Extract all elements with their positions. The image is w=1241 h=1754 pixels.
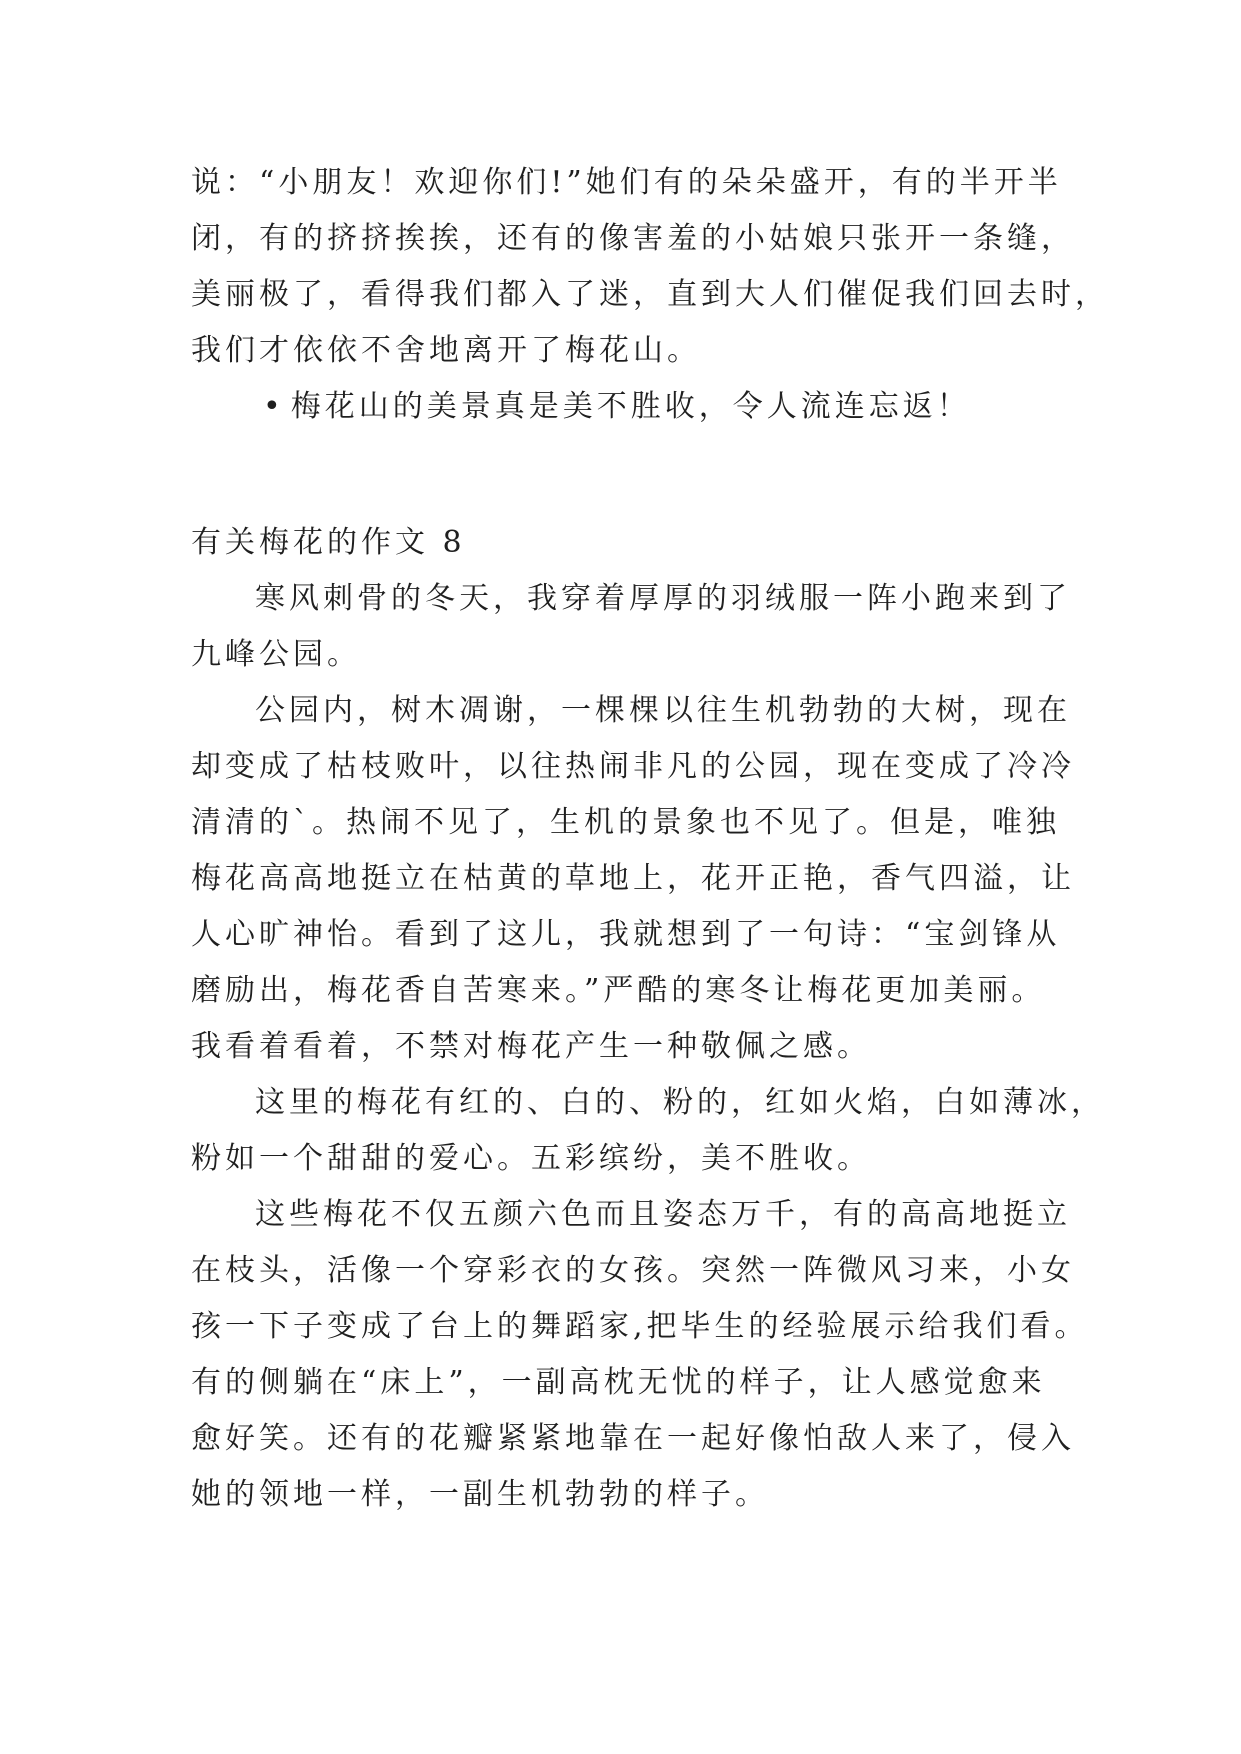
bullet-item: [191, 379, 1061, 435]
text-line: 我看着看着，不禁对梅花产生一种敬佩之感。: [191, 1029, 871, 1064]
text-line: 却变成了枯枝败叶，以往热闹非凡的公园，现在变成了冷冷: [191, 749, 1075, 784]
paragraph-3: [191, 1075, 1105, 1187]
text-line: 说：“小朋友！欢迎你们!”她们有的朵朵盛开，有的半开半: [191, 165, 1062, 200]
paragraph-1: [191, 571, 1071, 683]
text-line: 清清的`。热闹不见了，生机的景象也不见了。但是，唯独: [191, 805, 1060, 840]
section-heading: 有关梅花的作文 8: [191, 525, 466, 560]
text-line: 这些梅花不仅五颜六色而且姿态万千，有的高高地挺立: [255, 1197, 1071, 1232]
text-line: 她的领地一样，一副生机勃勃的样子。: [191, 1477, 769, 1512]
paragraph-2: [191, 683, 1075, 1075]
intro-paragraph: [191, 155, 1109, 379]
text-line: 有的侧躺在“床上”，一副高枕无忧的样子，让人感觉愈来: [191, 1365, 1046, 1400]
text-line: 寒风刺骨的冬天，我穿着厚厚的羽绒服一阵小跑来到了: [255, 581, 1071, 616]
text-line: 愈好笑。还有的花瓣紧紧地靠在一起好像怕敌人来了，侵入: [191, 1421, 1075, 1456]
text-line: 美丽极了，看得我们都入了迷，直到大人们催促我们回去时，: [191, 277, 1109, 312]
text-line: 九峰公园。: [191, 637, 361, 672]
text-line: 磨励出，梅花香自苦寒来。”严酷的寒冬让梅花更加美丽。: [191, 973, 1046, 1008]
text-line: 孩一下子变成了台上的舞蹈家,把毕生的经验展示给我们看。: [191, 1309, 1089, 1344]
bullet-text: 梅花山的美景真是美不胜收，令人流连忘返！: [290, 389, 971, 424]
bullet-dot: •: [263, 389, 285, 424]
text-line: 闭，有的挤挤挨挨，还有的像害羞的小姑娘只张开一条缝，: [191, 221, 1075, 256]
text-line: 在枝头，活像一个穿彩衣的女孩。突然一阵微风习来，小女: [191, 1253, 1075, 1288]
text-line: 这里的梅花有红的、白的、粉的，红如火焰，白如薄冰，: [255, 1085, 1105, 1120]
document-body: [191, 155, 1109, 1523]
text-line: 我们才依依不舍地离开了梅花山。: [191, 333, 701, 368]
text-line: 公园内，树木凋谢，一棵棵以往生机勃勃的大树，现在: [255, 693, 1071, 728]
text-line: 粉如一个甜甜的爱心。五彩缤纷，美不胜收。: [191, 1141, 871, 1176]
text-line: 梅花高高地挺立在枯黄的草地上，花开正艳，香气四溢，让: [191, 861, 1075, 896]
paragraph-4: [191, 1187, 1089, 1523]
text-line: 人心旷神怡。看到了这儿，我就想到了一句诗：“宝剑锋从: [191, 917, 1061, 952]
